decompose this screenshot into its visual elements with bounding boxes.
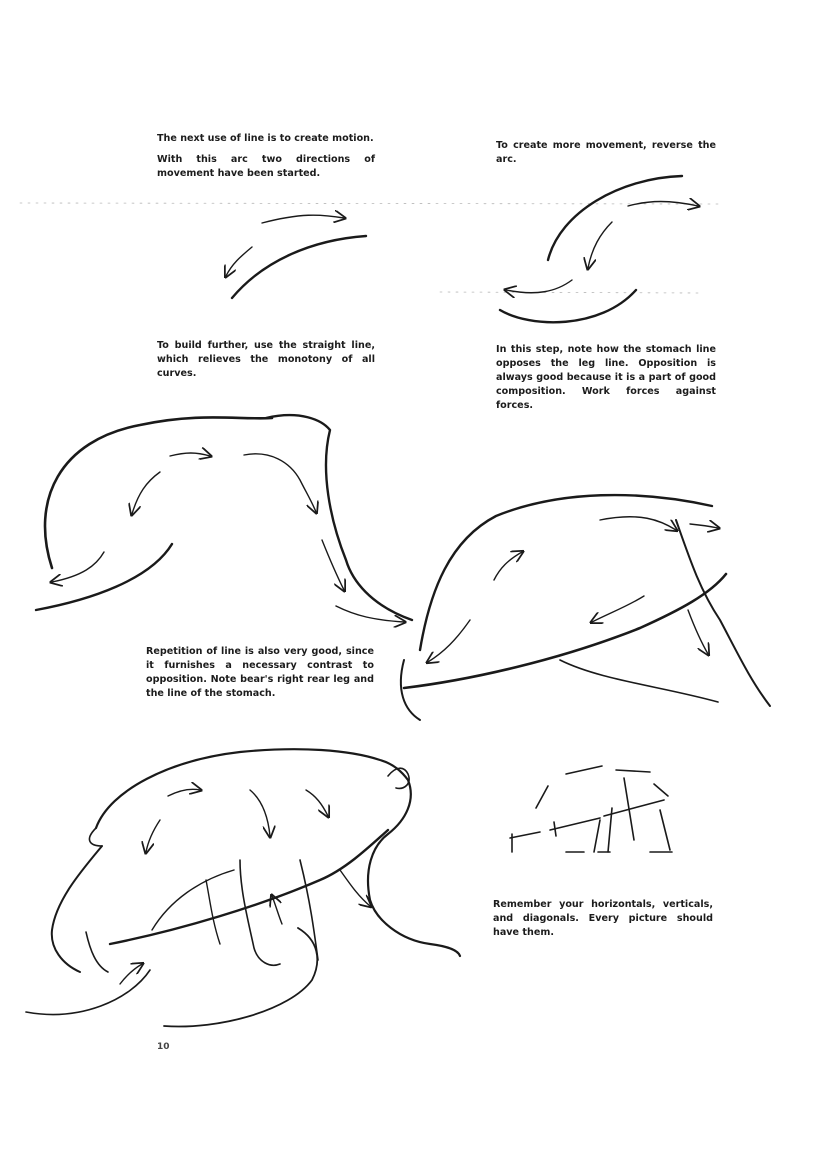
caption-reverse-arc-text: To create more movement, reverse the arc. — [496, 140, 716, 165]
straight-line-diagram — [36, 415, 412, 622]
caption-motion — [157, 132, 375, 188]
caption-straight-line — [157, 339, 375, 388]
opposition-bear-diagram — [401, 495, 770, 720]
scan-noise-line — [20, 203, 720, 293]
caption-opposition — [496, 343, 716, 420]
caption-motion-intro: The next use of line is to create motion. — [157, 133, 374, 144]
caption-opposition-text: In this step, note how the stomach line opposes the leg line. Opposition is always good because it is a part of good composition. Work forces against forces. — [496, 344, 716, 411]
caption-reverse-arc — [496, 139, 716, 174]
arc-diagram — [226, 215, 366, 298]
caption-repetition — [146, 645, 374, 708]
hvd-diagram — [510, 766, 672, 852]
reversed-arc-diagram — [500, 176, 698, 322]
repetition-bear-drawing — [26, 749, 460, 1026]
caption-remember-text: Remember your horizontals, verticals, and diagonals. Every picture should have them. — [493, 899, 713, 938]
caption-arc-directions: With this arc two directions of movement have been started. — [157, 154, 375, 179]
caption-repetition-text: Repetition of line is also very good, since it furnishes a necessary contrast to opposition. Note bear's right rear leg and the line of the stomach. — [146, 646, 374, 699]
caption-straight-line-text: To build further, use the straight line, which relieves the monotony of all curves. — [157, 340, 375, 379]
caption-remember — [493, 898, 713, 947]
page-number: 10 — [157, 1042, 170, 1052]
